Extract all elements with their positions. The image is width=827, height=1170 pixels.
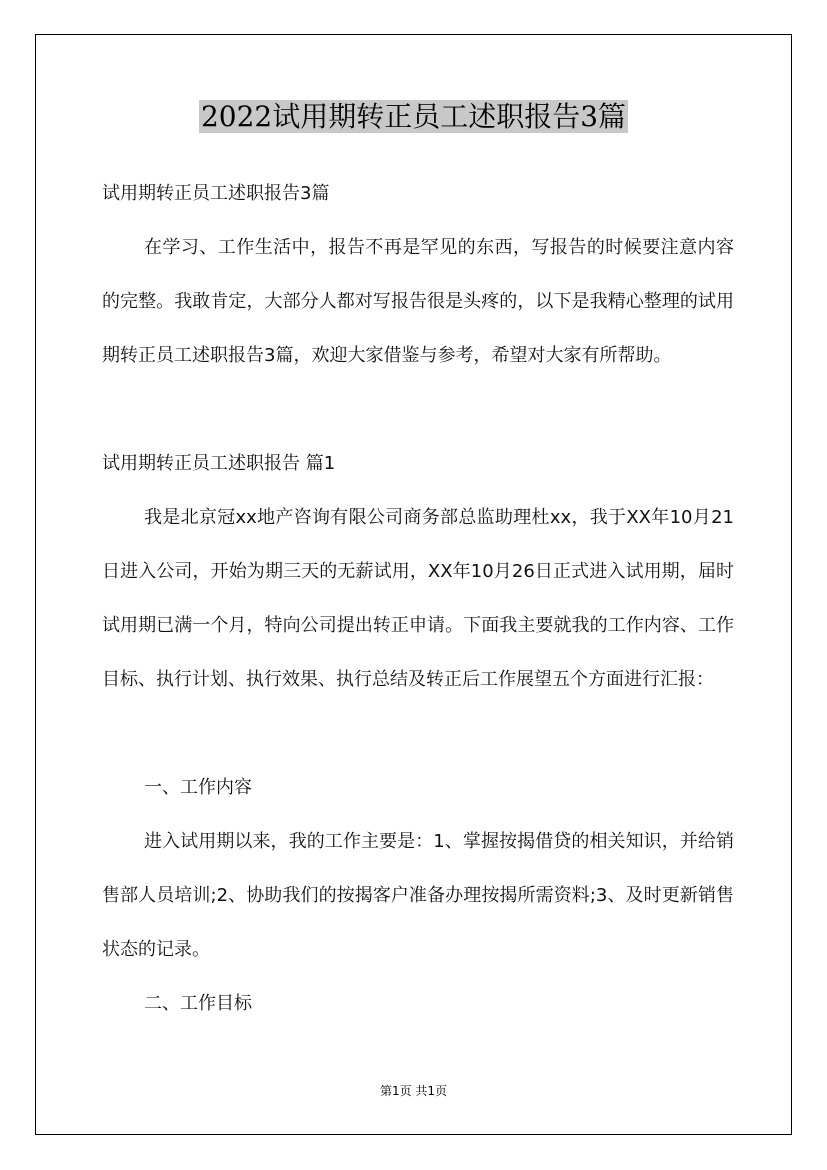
body-paragraph: 我是北京冠xx地产咨询有限公司商务部总监助理杜xx，我于XX年10月21日进入公司，开始为期三天的无薪试用，XX年10月26日正式进入试用期，届时试用期已满一个月，特向公司提出转正申请。下面我主要就我的工作内容、工作目标、执行计划、执行效果、执行总结及转正后工作展望五个方面进行汇报：	[102, 507, 734, 690]
subtitle: 试用期转正员工述职报告3篇	[102, 183, 330, 204]
document-title	[0, 97, 827, 137]
page-footer: 第1页 共1页	[379, 1084, 448, 1098]
subsection-heading: 一、工作内容	[144, 777, 252, 798]
intro-paragraph: 在学习、工作生活中，报告不再是罕见的东西，写报告的时候要注意内容的完整。我敢肯定，大部分人都对写报告很是头疼的，以下是我精心整理的试用期转正员工述职报告3篇，欢迎大家借鉴与参考，希望对大家有所帮助。	[102, 237, 734, 366]
document-title-text: 2022试用期转正员工述职报告3篇	[200, 100, 627, 133]
body-paragraph: 进入试用期以来，我的工作主要是：1、掌握按揭借贷的相关知识，并给销售部人员培训;2、协助我们的按揭客户准备办理按揭所需资料;3、及时更新销售状态的记录。	[102, 831, 734, 960]
section-heading: 试用期转正员工述职报告 篇1	[102, 453, 336, 474]
subsection-heading: 二、工作目标	[144, 993, 252, 1014]
